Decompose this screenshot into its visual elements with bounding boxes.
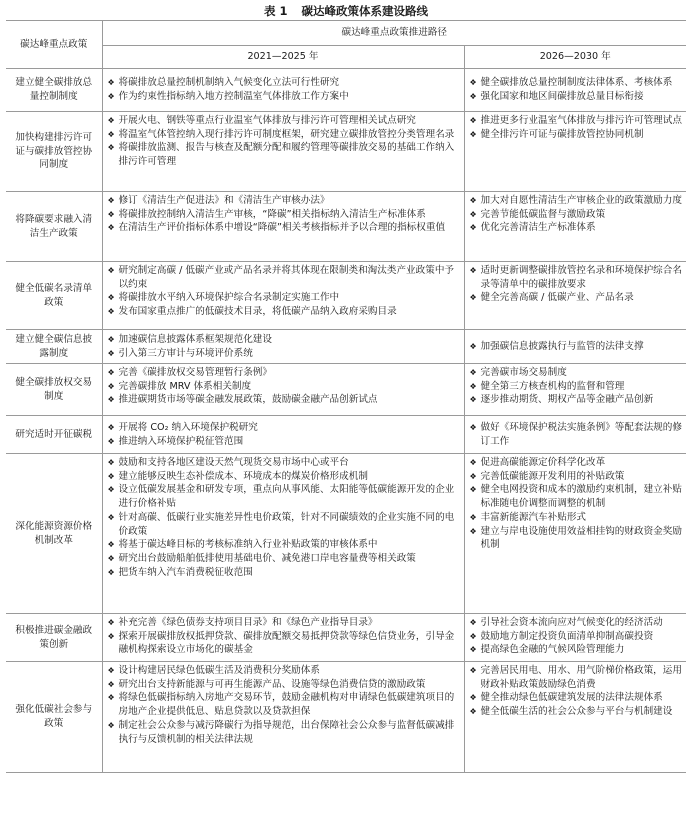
policy-name: 建立健全碳信息披露制度 [6,330,102,364]
measures-2021-2025 [102,112,464,192]
table-row [6,112,686,192]
measure-item: ❖ 逐步推动期货、期权产品等金融产品创新 [470,393,683,407]
measure-item: ❖ 制定社会公众参与减污降碳行为指导规范，出台保障社会公众参与监督低碳减排执行与反馈机制的相关法律法规 [108,719,460,746]
measure-item: ❖ 将碳排放监测、报告与核查及配额分配和履约管理等碳排放交易的基础工作纳入排污许可管理 [108,141,460,168]
measures-2026-2030 [464,454,686,614]
table-row [6,416,686,454]
measure-item: ❖ 作为约束性指标纳入地方控制温室气体排放工作方案中 [108,90,460,104]
table-row [6,330,686,364]
measure-item: ❖ 鼓励和支持各地区建设天然气现货交易市场中心或平台 [108,456,460,470]
policy-name: 积极推进碳金融政策创新 [6,614,102,662]
policy-name: 健全低碳名录清单政策 [6,262,102,330]
table-number: 表 1 [263,4,288,18]
measures-2026-2030 [464,69,686,112]
measures-2021-2025 [102,69,464,112]
measures-2021-2025 [102,454,464,614]
measure-item: ❖ 建立与岸电设施使用效益相挂钩的财政资金奖励机制 [470,525,683,552]
measure-item: ❖ 完善碳市场交易制度 [470,366,683,380]
measure-item: ❖ 强化国家和地区间碳排放总量目标衔接 [470,90,683,104]
measure-item: ❖ 引入第三方审计与环境评价系统 [108,347,460,361]
measure-item: ❖ 适时更新调整碳排放管控名录和环境保护综合名录等清单中的碳排放要求 [470,264,683,291]
measures-2021-2025 [102,614,464,662]
measure-item: ❖ 健全碳排放总量控制制度法律体系、考核体系 [470,76,683,90]
policy-name: 强化低碳社会参与政策 [6,662,102,773]
policy-name: 深化能源资源价格机制改革 [6,454,102,614]
policy-name: 将降碳要求融入清洁生产政策 [6,192,102,262]
table-row [6,614,686,662]
measure-item: ❖ 将绿色低碳指标纳入房地产交易环节，鼓励金融机构对申请绿色低碳建筑项目的房地产企业提供低息、贴息贷款以及贷款担保 [108,691,460,718]
measure-item: ❖ 完善《碳排放权交易管理暂行条例》 [108,366,460,380]
measure-item: ❖ 提高绿色金融的气候风险管理能力 [470,643,683,657]
header-period-2021-2025: 2021—2025 年 [102,46,464,69]
policy-table [6,20,686,773]
table-row [6,69,686,112]
measure-item: ❖ 补充完善《绿色债券支持项目目录》和《绿色产业指导目录》 [108,616,460,630]
measure-item: ❖ 促进高碳能源定价科学化改革 [470,456,683,470]
header-path: 碳达峰重点政策推进路径 [102,21,686,46]
measure-item: ❖ 将碳排放总量控制机制纳入气候变化立法可行性研究 [108,76,460,90]
measure-item: ❖ 健全排污许可证与碳排放管控协同机制 [470,128,683,142]
header-policy: 碳达峰重点政策 [6,21,102,69]
measure-item: ❖ 推进更多行业温室气体排放与排污许可管理试点 [470,114,683,128]
measures-2021-2025 [102,192,464,262]
measure-item: ❖ 研究制定高碳 / 低碳产业或产品名录并将其体现在限制类和淘汰类产业政策中予以约束 [108,264,460,291]
measures-2026-2030 [464,262,686,330]
measure-item: ❖ 完善低碳能源开发利用的补贴政策 [470,470,683,484]
measures-2026-2030 [464,662,686,773]
measure-item: ❖ 将碳排放水平纳入环境保护综合名录制定实施工作中 [108,291,460,305]
measure-item: ❖ 将基于碳达峰目标的考核标准纳入行业补贴政策的审核体系中 [108,538,460,552]
measure-item: ❖ 加大对自愿性清洁生产审核企业的政策激励力度 [470,194,683,208]
measures-2026-2030 [464,192,686,262]
measure-item: ❖ 完善居民用电、用水、用气阶梯价格政策，运用财政补贴政策鼓励绿色消费 [470,664,683,691]
measure-item: ❖ 将温室气体管控纳入现行排污许可制度框架，研究建立碳排放管控分类管理名录 [108,128,460,142]
policy-name: 加快构建排污许可证与碳排放管控协同制度 [6,112,102,192]
measure-item: ❖ 在清洁生产评价指标体系中增设“降碳”相关考核指标并予以合理的指标权重值 [108,221,460,235]
measures-2026-2030 [464,364,686,416]
measure-item: ❖ 修订《清洁生产促进法》和《清洁生产审核办法》 [108,194,460,208]
table-title [0,3,692,19]
measure-item: ❖ 把货车纳入汽车消费税征收范围 [108,566,460,580]
table-body [6,69,686,773]
measure-item: ❖ 推进纳入环境保护税征管范围 [108,435,460,449]
table-row [6,262,686,330]
measures-2021-2025 [102,330,464,364]
measure-item: ❖ 完善节能低碳监督与激励政策 [470,208,683,222]
measures-2026-2030 [464,330,686,364]
measure-item: ❖ 建立能够反映生态补偿成本、环境成本的煤炭价格形成机制 [108,470,460,484]
measures-2021-2025 [102,662,464,773]
table-row [6,192,686,262]
table-caption: 碳达峰政策体系建设路线 [301,4,428,18]
measure-item: ❖ 健全第三方核查机构的监督和管理 [470,380,683,394]
measure-item: ❖ 开展将 CO₂ 纳入环境保护税研究 [108,421,460,435]
table-row [6,662,686,773]
table-row [6,364,686,416]
measure-item: ❖ 优化完善清洁生产标准体系 [470,221,683,235]
measure-item: ❖ 做好《环境保护税法实施条例》等配套法规的修订工作 [470,421,683,448]
measure-item: ❖ 针对高碳、低碳行业实施差异性电价政策，针对不同碳绩效的企业实施不同的电价政策 [108,511,460,538]
measure-item: ❖ 加速碳信息披露体系框架规范化建设 [108,333,460,347]
measure-item: ❖ 健全完善高碳 / 低碳产业、产品名录 [470,291,683,305]
measure-item: ❖ 健全电网投资和成本的激励约束机制，建立补贴标准随电价调整而调整的机制 [470,483,683,510]
measure-item: ❖ 研究出台鼓励船舶低排使用基础电价、减免港口岸电容量费等相关政策 [108,552,460,566]
measures-2026-2030 [464,416,686,454]
measure-item: ❖ 丰富新能源汽车补贴形式 [470,511,683,525]
measure-item: ❖ 引导社会资本流向应对气候变化的经济活动 [470,616,683,630]
measure-item: ❖ 加强碳信息披露执行与监管的法律支撑 [470,340,683,354]
measure-item: ❖ 开展火电、钢铁等重点行业温室气体排放与排污许可管理相关试点研究 [108,114,460,128]
measure-item: ❖ 将碳排放控制纳入清洁生产审核，“降碳”相关指标纳入清洁生产标准体系 [108,208,460,222]
measures-2026-2030 [464,614,686,662]
measure-item: ❖ 设立低碳发展基金和研发专项，重点向从事风能、太阳能等低碳能源开发的企业进行价格补贴 [108,483,460,510]
measures-2021-2025 [102,364,464,416]
measure-item: ❖ 发布国家重点推广的低碳技术目录，将低碳产品纳入政府采购目录 [108,305,460,319]
measure-item: ❖ 完善碳排放 MRV 体系相关制度 [108,380,460,394]
measure-item: ❖ 设计构建居民绿色低碳生活及消费积分奖励体系 [108,664,460,678]
measure-item: ❖ 推进碳期货市场等碳金融发展政策，鼓励碳金融产品创新试点 [108,393,460,407]
measure-item: ❖ 研究出台支持新能源与可再生能源产品、设施等绿色消费信贷的激励政策 [108,678,460,692]
measures-2026-2030 [464,112,686,192]
policy-name: 健全碳排放权交易制度 [6,364,102,416]
measure-item: ❖ 鼓励地方制定投资负面清单抑制高碳投资 [470,630,683,644]
measures-2021-2025 [102,262,464,330]
measure-item: ❖ 探索开展碳排放权抵押贷款、碳排放配额交易抵押贷款等绿色信贷业务，引导金融机构探索设立市场化的碳基金 [108,630,460,657]
measure-item: ❖ 健全低碳生活的社会公众参与平台与机制建设 [470,705,683,719]
measures-2021-2025 [102,416,464,454]
header-period-2026-2030: 2026—2030 年 [464,46,686,69]
measure-item: ❖ 健全推动绿色低碳建筑发展的法律法规体系 [470,691,683,705]
table-row [6,454,686,614]
policy-name: 研究适时开征碳税 [6,416,102,454]
policy-name: 建立健全碳排放总量控制制度 [6,69,102,112]
